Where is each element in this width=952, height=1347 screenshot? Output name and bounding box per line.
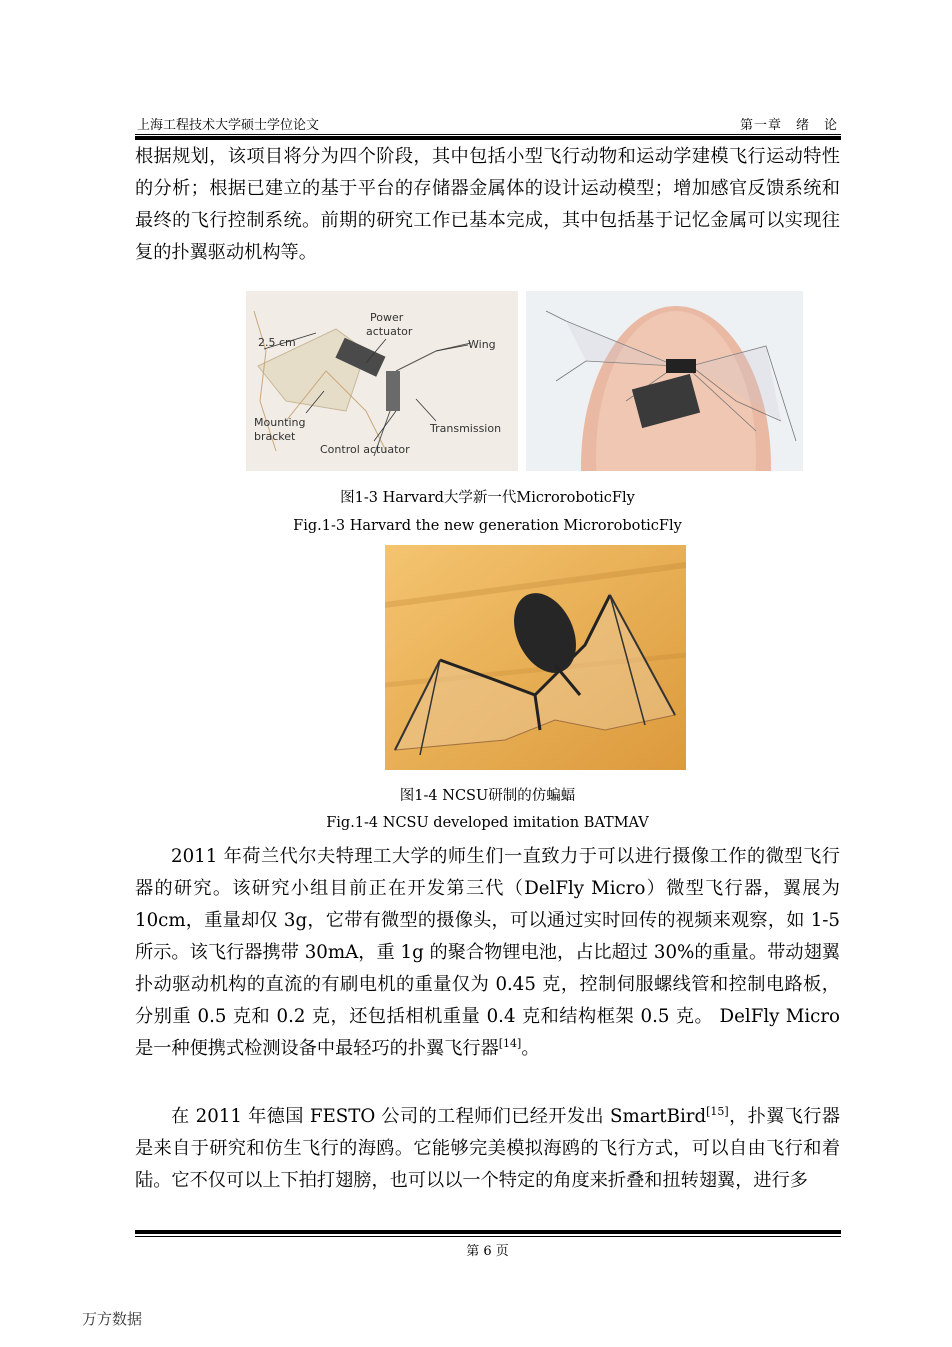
label-power-2: actuator (366, 325, 413, 338)
reference-14: [14] (498, 1036, 522, 1050)
figure-1-4-photo (385, 545, 686, 770)
page-number: 第 6 页 (466, 1244, 509, 1259)
label-power-1: Power (370, 311, 404, 324)
header-rule-thick (135, 136, 841, 140)
header-rule-thin (135, 134, 841, 135)
paragraph-2-end: 。 (521, 1038, 540, 1059)
footer-rule-thin (135, 1236, 841, 1237)
paragraph-3-text-b: ，扑翼飞行器是来自于研究和仿生飞行的海鸥。它能够完美模拟海鸥的飞行方式，可以自由飞行和着陆。它不仅可以上下拍打翅膀，也可以以一个特定的角度来折叠和扭转翅翼，进行多 (135, 1106, 840, 1191)
label-wing: Wing (468, 338, 496, 351)
paragraph-1: 根据规划，该项目将分为四个阶段，其中包括小型飞行动物和运动学建模飞行运动特性的分析；根据已建立的基于平台的存储器金属体的设计运动模型；增加感官反馈系统和最终的飞行控制系统。前期的研究工作已基本完成，其中包括基于记忆金属可以实现往复的扑翼驱动机构等。 (135, 146, 840, 263)
footer-rule-thick (135, 1230, 841, 1234)
figure-1-3-caption-en: Fig.1-3 Harvard the new generation MicroroboticFly (293, 518, 682, 534)
watermark: 万方数据 (82, 1310, 143, 1328)
page-header (135, 114, 840, 134)
figure-1-3-left-photo (246, 291, 518, 471)
paragraph-2 (135, 841, 840, 1065)
label-mount-1: Mounting (254, 416, 306, 429)
figure-1-3-caption-cn: 图1-3 Harvard大学新一代MicroroboticFly (340, 490, 635, 506)
label-transmission: Transmission (430, 422, 502, 435)
paragraph-3 (135, 1101, 840, 1197)
paragraph-3-text-a: 在 2011 年德国 FESTO 公司的工程师们已经开发出 SmartBird (171, 1106, 707, 1127)
figure-1-3-right-photo (526, 291, 803, 471)
figure-1-4-caption-cn: 图1-4 NCSU研制的仿蝙蝠 (399, 788, 576, 804)
header-thesis-title: 上海工程技术大学硕士学位论文 (137, 118, 320, 133)
label-control: Control actuator (320, 443, 410, 456)
figure-1-4-caption-en: Fig.1-4 NCSU developed imitation BATMAV (326, 815, 649, 831)
reference-15: [15] (706, 1104, 729, 1118)
label-scale: 2.5 cm (258, 336, 296, 349)
paragraph-2-text: 2011 年荷兰代尔夫特理工大学的师生们一直致力于可以进行摄像工作的微型飞行器的研究。该研究小组目前正在开发第三代（DelFly Micro）微型飞行器，翼展为10cm，重量却仅 3g，它带有微型的摄像头，可以通过实时回传的视频来观察，如 1-5所示。该飞行器携带 30mA，重 1g 的聚合物锂电池，占比超过 30%的重量。带动翅翼扑动驱动机构的直流的有刷电机的重量仅为 0.45 克，控制伺服螺线管和控制电路板，分别重 0.5 克和 0.2 克，还包括相机重量 0.4 克和结构框架 0.5 克。 DelFly Micro是一种便携式检测设备中最轻巧的扑翼飞行器 (135, 846, 840, 1059)
label-mount-2: bracket (254, 430, 296, 443)
header-chapter: 第一章 绪 论 (739, 118, 838, 133)
